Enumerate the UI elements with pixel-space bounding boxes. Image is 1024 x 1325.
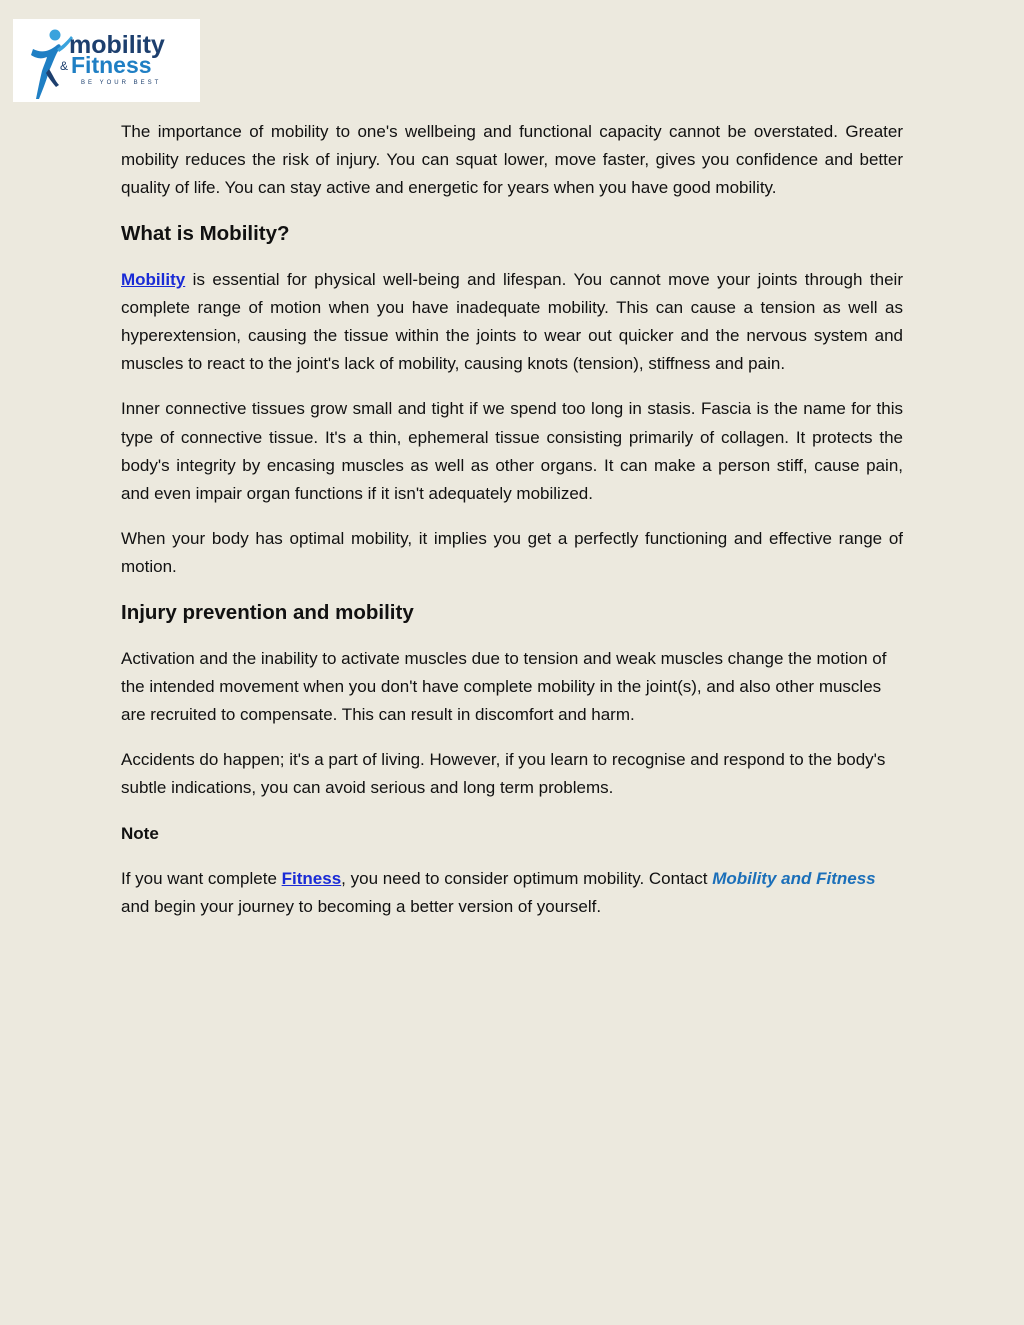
note-text-middle: , you need to consider optimum mobility. Contact [341, 868, 713, 888]
section-heading-what-is-mobility: What is Mobility? [121, 221, 290, 245]
logo-graphic [13, 19, 200, 102]
accidents-paragraph: Accidents do happen; it's a part of living. However, if you learn to recognise and respond to the body's subtle indications, you can avoid serious and long term problems. [121, 750, 886, 798]
activation-paragraph: Activation and the inability to activate muscles due to tension and weak muscles change the motion of the intended movement when you don't have complete mobility in the joint(s), and also other muscles are recruited to compensate. This can result in discomfort and harm. [121, 648, 887, 725]
intro-paragraph: The importance of mobility to one's wellbeing and functional capacity cannot be overstated. Greater mobility reduces the risk of injury. You can squat lower, move faster, gives you confidence and better quality of life. You can stay active and energetic for years when you have good mobility. [121, 122, 903, 198]
note-heading: Note [121, 823, 159, 843]
article-body [121, 118, 903, 938]
note-paragraph [121, 865, 903, 921]
note-text-end: and begin your journey to becoming a better version of yourself. [121, 896, 602, 916]
optimal-mobility-paragraph: When your body has optimal mobility, it implies you get a perfectly functioning and effective range of motion. [121, 529, 903, 577]
mobility-paragraph-text: is essential for physical well-being and lifespan. You cannot move your joints through their complete range of motion when you have inadequate mobility. This can cause a tension as well as hyperextension, causing the tissue within the joints to wear out quicker and the nervous system and muscles to react to the joint's lack of mobility, causing knots (tension), stiffness and pain. [121, 269, 903, 374]
fitness-link[interactable]: Fitness [281, 868, 342, 888]
logo-tagline: BE YOUR BEST [81, 80, 162, 86]
brand-logo[interactable] [13, 19, 200, 102]
logo-ampersand: & [60, 59, 69, 73]
connective-tissue-paragraph: Inner connective tissues grow small and tight if we spend too long in stasis. Fascia is the name for this type of connective tissue. It's a thin, ephemeral tissue consisting primarily of collagen. It protects the body's integrity by encasing muscles as well as other organs. It can make a person stiff, cause pain, and even impair organ functions if it isn't adequately mobilized. [121, 399, 903, 504]
mobility-link[interactable]: Mobility [121, 269, 186, 289]
logo-word-fitness: Fitness [71, 52, 152, 78]
logo-word-mobility: mobility [69, 31, 165, 59]
mobility-paragraph [121, 266, 903, 379]
section-heading-injury-prevention: Injury prevention and mobility [121, 600, 414, 624]
brand-name-text: Mobility and Fitness [712, 868, 876, 888]
note-text-start: If you want complete [121, 868, 282, 888]
